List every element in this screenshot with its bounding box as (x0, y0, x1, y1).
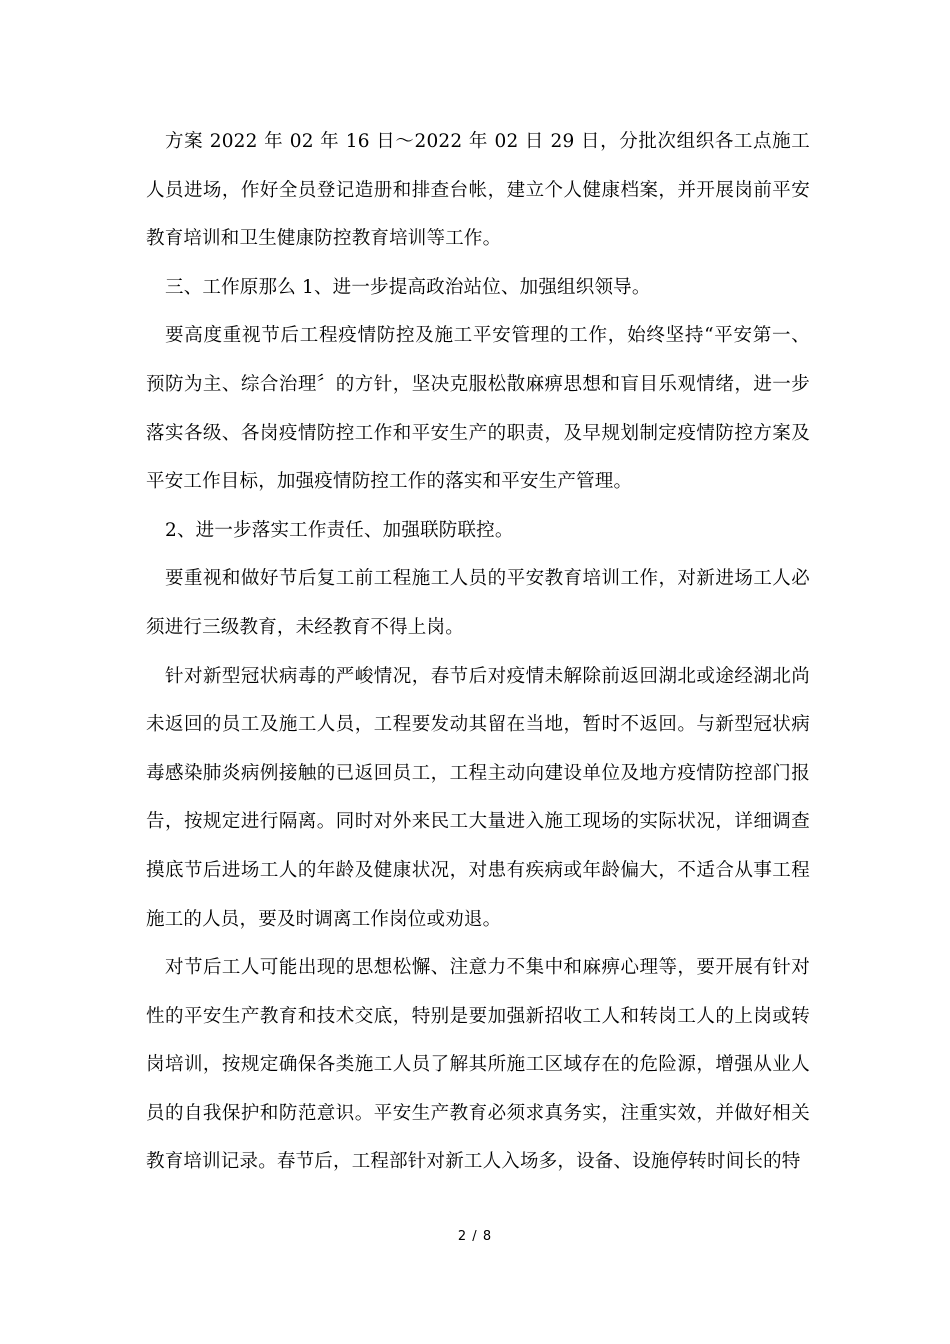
paragraph-6: 针对新型冠状病毒的严峻情况，春节后对疫情未解除前返回湖北或途经湖北尚未返回的员工及施工人员，工程要发动其留在当地，暂时不返回。与新型冠状病毒感染肺炎病例接触的已返回员工，工程主动向建设单位及地方疫情防控部门报告，按规定进行隔离。同时对外来民工大量进入施工现场的实际状况，详细调查摸底节后进场工人的年龄及健康状况，对患有疾病或年龄偏大，不适合从事工程施工的人员，要及时调离工作岗位或劝退。 (146, 665, 810, 930)
paragraph-4: 2、进一步落实工作责任、加强联防联控。 (165, 519, 514, 541)
paragraph-1: 方案 2022 年 02 年 16 日～2022 年 02 日 29 日，分批次组织各工点施工人员进场，作好全员登记造册和排查台帐，建立个人健康档案，并开展岗前平安教育培训和卫生健康防控教育培训等工作。 (146, 131, 810, 250)
paragraph-2: 三、工作原那么 1、进一步提高政治站位、加强组织领导。 (165, 276, 651, 298)
document-body (146, 118, 810, 1187)
page-number: 2 / 8 (457, 1229, 493, 1244)
paragraph-3: 要高度重视节后工程疫情防控及施工平安管理的工作，始终坚持“平安第一、预防为主、综合治理〞的方针，坚决克服松散麻痹思想和盲目乐观情绪，进一步落实各级、各岗疫情防控工作和平安生产的职责，及早规划制定疫情防控方案及平安工作目标，加强疫情防控工作的落实和平安生产管理。 (146, 325, 810, 493)
paragraph-7: 对节后工人可能出现的思想松懈、注意力不集中和麻痹心理等，要开展有针对性的平安生产教育和技术交底，特别是要加强新招收工人和转岗工人的上岗或转岗培训，按规定确保各类施工人员了解其所施工区域存在的危险源，增强从业人员的自我保护和防范意识。平安生产教育必须求真务实，注重实效，并做好相关教育培训记录。春节后，工程部针对新工人入场多，设备、设施停转时间长的特 (146, 957, 810, 1173)
paragraph-5: 要重视和做好节后复工前工程施工人员的平安教育培训工作，对新进场工人必须进行三级教育，未经教育不得上岗。 (146, 568, 810, 638)
